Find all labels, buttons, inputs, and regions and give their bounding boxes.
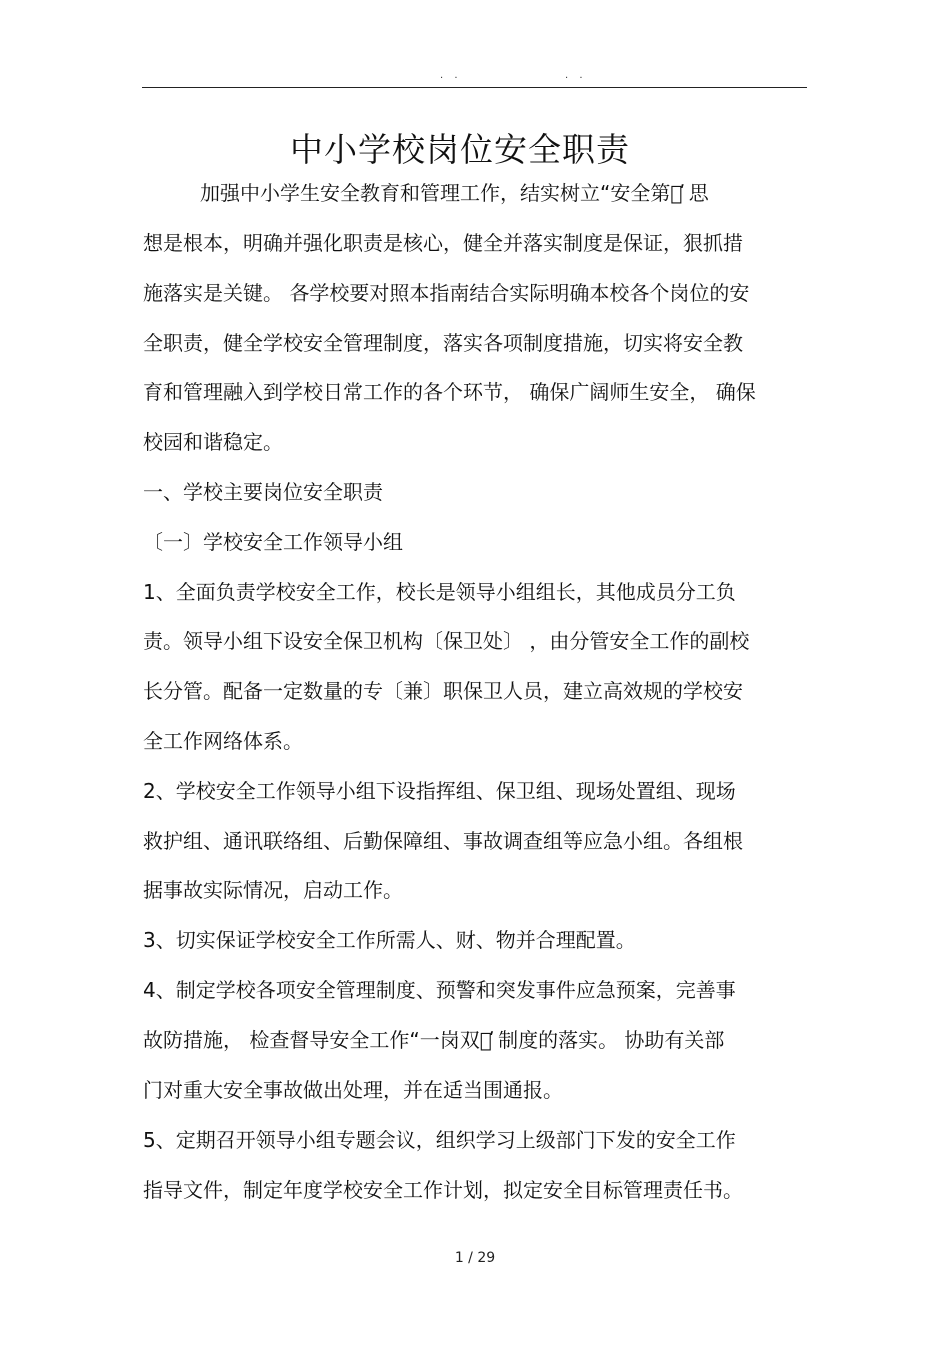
list-item-line: 据事故实际情况，启动工作。	[143, 878, 403, 902]
list-item-line: 门对重大安全事故做出处理，并在适当围通报。	[143, 1078, 563, 1102]
list-item-line: 1、全面负责学校安全工作，校长是领导小组组长，其他成员分工负	[143, 580, 736, 604]
paragraph-line: 施落实是关键。 各学校要对照本指南结合实际明确本校各个岗位的安	[143, 281, 750, 305]
list-item-line: 3、切实保证学校安全工作所需人、财、物并合理配置。	[143, 928, 636, 952]
subsection-heading: 〔一〕学校安全工作领导小组	[143, 530, 403, 554]
list-item-line: 故防措施， 检查督导安全工作“一岗双责̕ 制度的落实。 协助有关部	[143, 1028, 725, 1052]
list-item-line: 全工作网络体系。	[143, 729, 303, 753]
paragraph-line: 校园和谐稳定。	[143, 430, 283, 454]
page-number: 1 / 29	[454, 1250, 496, 1266]
header-rule	[142, 87, 807, 88]
list-item-line: 救护组、通讯联络组、后勤保障组、事故调查组等应急小组。各组根	[143, 829, 743, 853]
list-item-line: 4、制定学校各项安全管理制度、预警和突发事件应急预案，完善事	[143, 978, 736, 1002]
list-item-line: 2、学校安全工作领导小组下设指挥组、保卫组、现场处置组、现场	[143, 779, 736, 803]
list-item-line: 5、定期召开领导小组专题会议，组织学习上级部门下发的安全工作	[143, 1128, 736, 1152]
list-item-line: 长分管。配备一定数量的专〔兼〕职保卫人员，建立高效规的学校安	[143, 679, 743, 703]
paragraph-line: 全职责，健全学校安全管理制度，落实各项制度措施，切实将安全教	[143, 331, 743, 355]
header-mark-right: . .	[565, 70, 587, 81]
header-mark-left: . .	[440, 70, 462, 81]
paragraph-line: 加强中小学生安全教育和管理工作，结实树立“安全第一̕ 思	[200, 181, 709, 205]
list-item-line: 指导文件，制定年度学校安全工作计划，拟定安全目标管理责任书。	[143, 1178, 743, 1202]
section-heading: 一、学校主要岗位安全职责	[143, 480, 383, 504]
list-item-line: 责。领导小组下设安全保卫机构〔保卫处〕 ，由分管安全工作的副校	[143, 629, 750, 653]
page-header	[0, 70, 950, 84]
paragraph-line: 育和管理融入到学校日常工作的各个环节， 确保广阔师生安全， 确保	[143, 380, 756, 404]
document-title: 中小学校岗位安全职责	[290, 130, 630, 169]
paragraph-line: 想是根本，明确并强化职责是核心，健全并落实制度是保证，狠抓措	[143, 231, 743, 255]
